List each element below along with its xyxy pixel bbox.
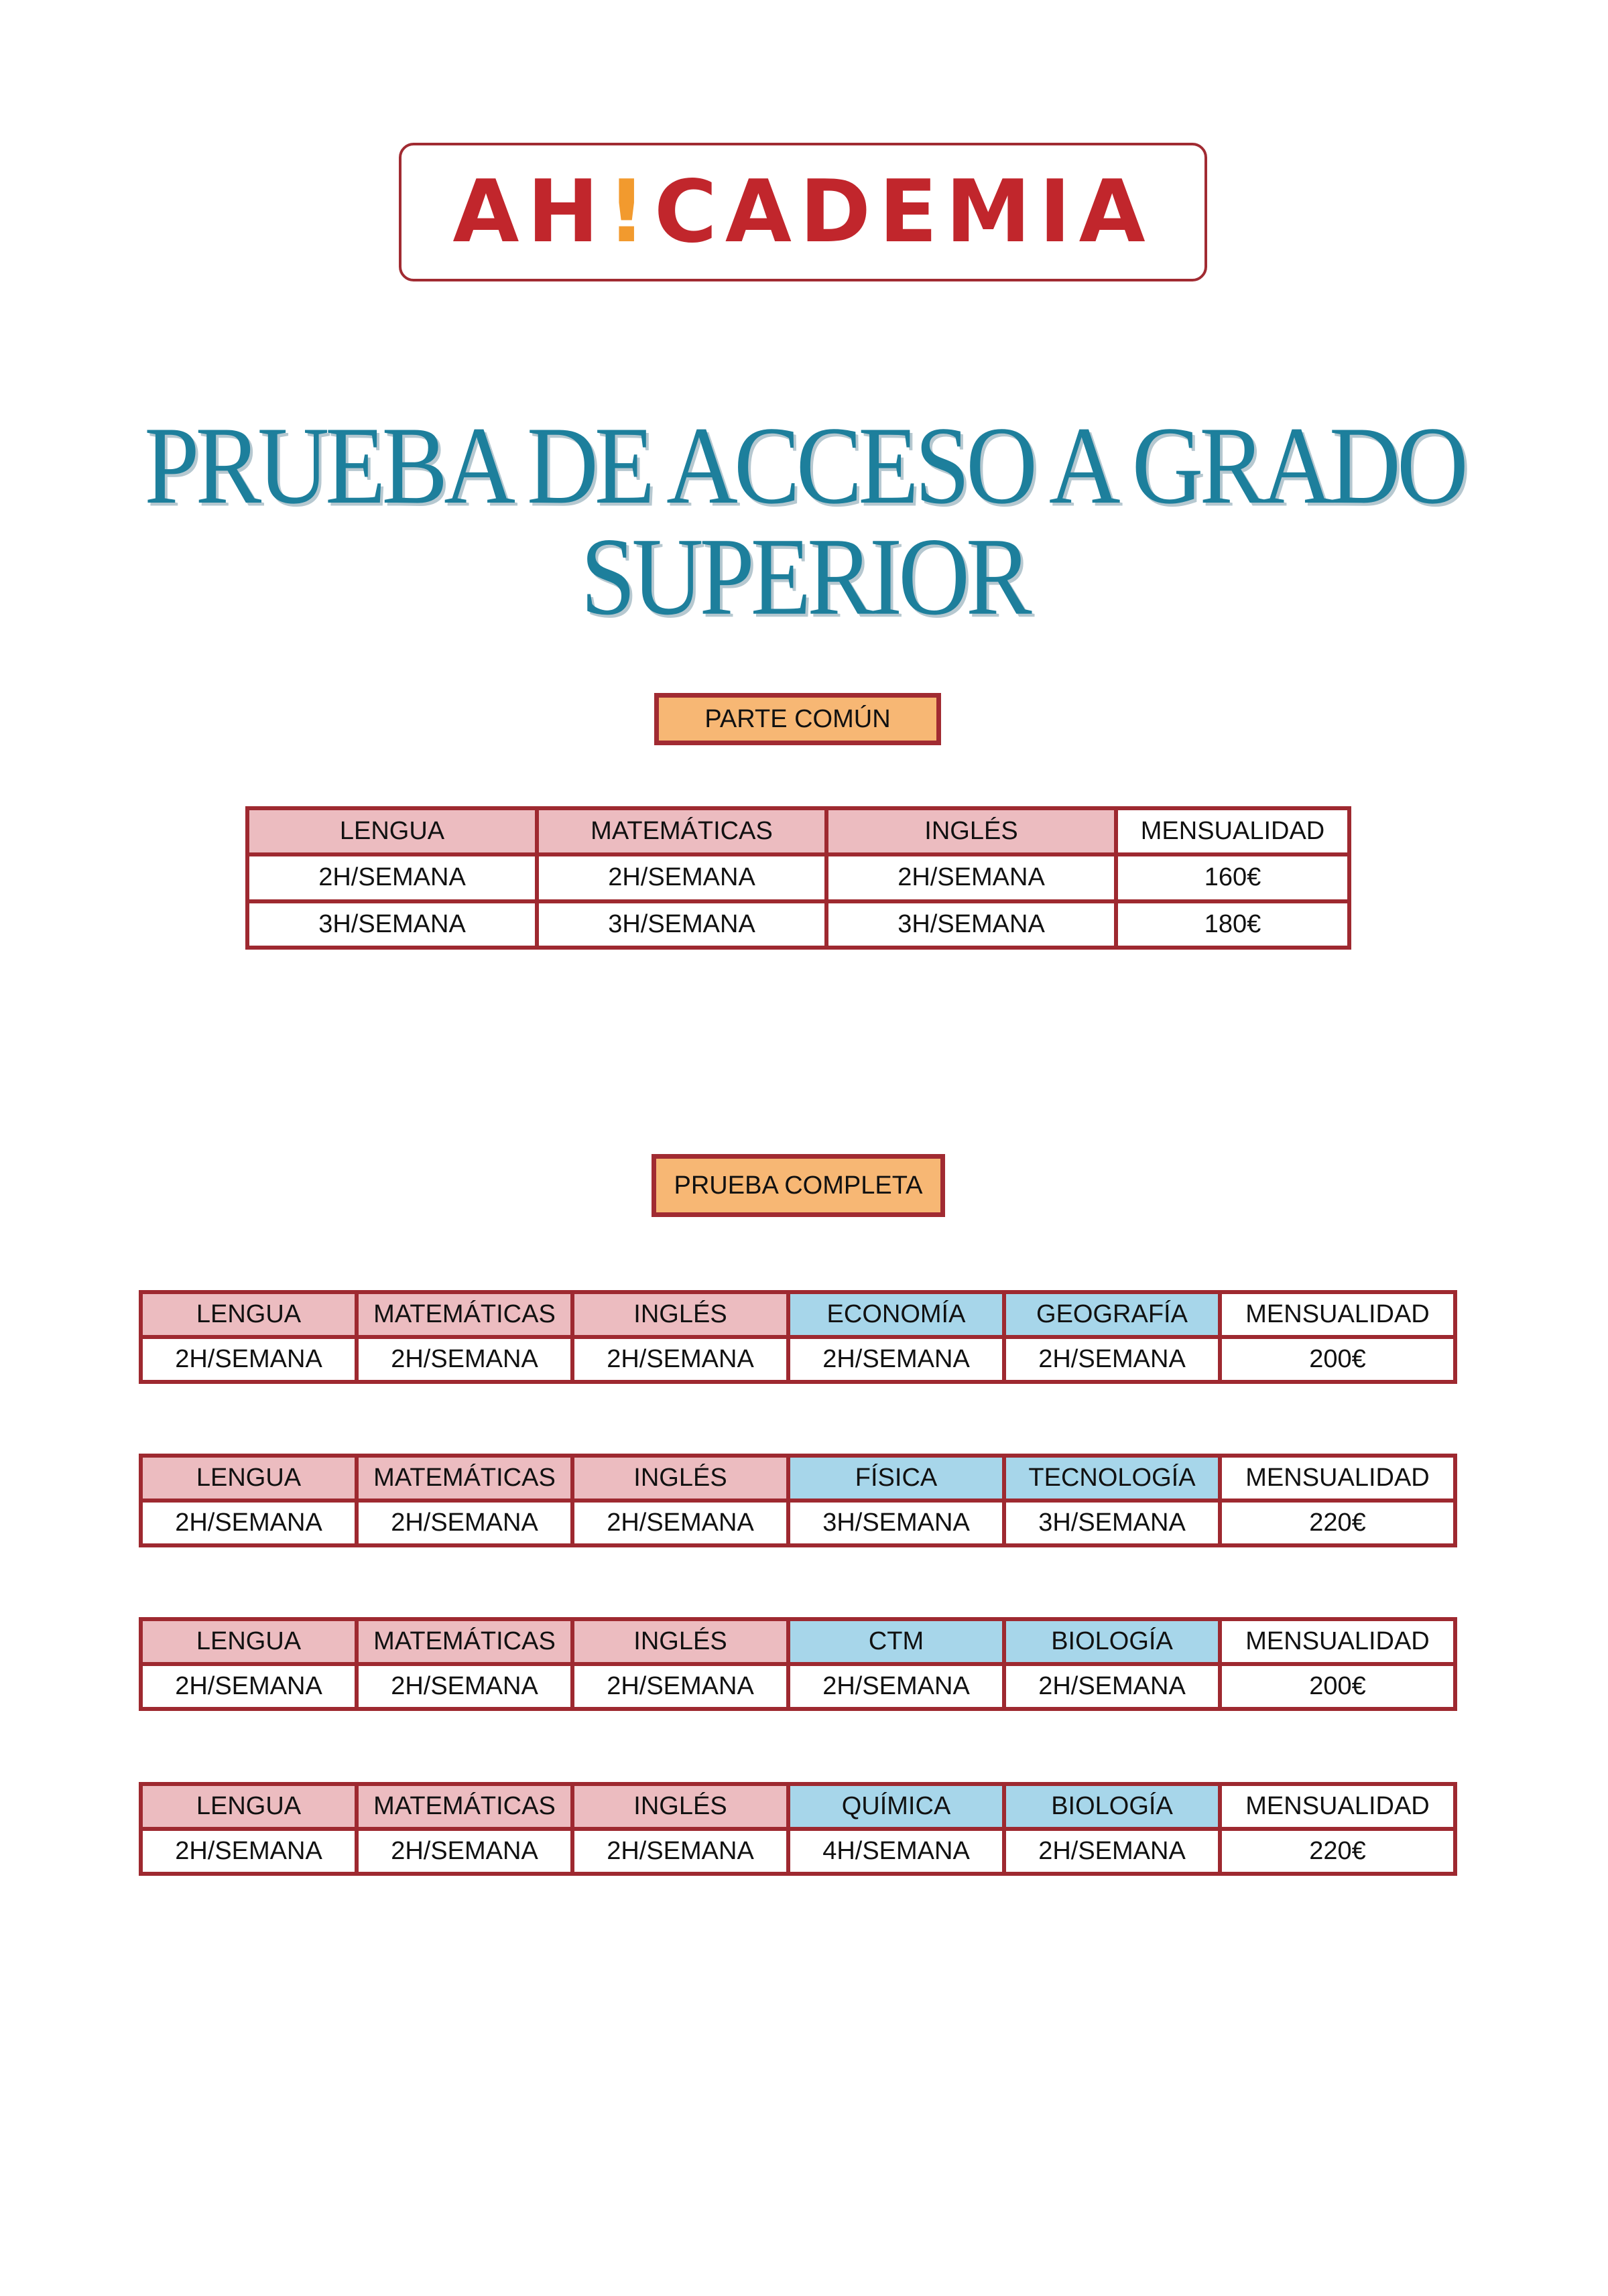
header-cell: LENGUA (143, 1621, 355, 1662)
header-cell: INGLÉS (574, 1621, 786, 1662)
table-cell: 3H/SEMANA (249, 903, 535, 946)
section-label-parte-comun: PARTE COMÚN (654, 693, 941, 745)
table-cell: 2H/SEMANA (1006, 1339, 1218, 1380)
table-cell: 2H/SEMANA (574, 1831, 786, 1872)
header-cell: QUÍMICA (790, 1786, 1002, 1827)
table-cell: 3H/SEMANA (790, 1503, 1002, 1543)
table-cell: 2H/SEMANA (143, 1339, 355, 1380)
table-cell: 2H/SEMANA (143, 1831, 355, 1872)
header-cell: MENSUALIDAD (1222, 1458, 1453, 1498)
header-cell: TECNOLOGÍA (1006, 1458, 1218, 1498)
table-prueba-completa-4 (139, 1782, 1457, 1876)
section-label-prueba-completa: PRUEBA COMPLETA (652, 1154, 945, 1217)
table-cell: 200€ (1222, 1666, 1453, 1707)
header-cell: GEOGRAFÍA (1006, 1294, 1218, 1335)
header-cell: MATEMÁTICAS (359, 1458, 570, 1498)
logo-exclamation: ! (607, 162, 654, 262)
logo-part2: CADEMIA (654, 162, 1154, 262)
table-cell: 220€ (1222, 1831, 1453, 1872)
header-cell: MENSUALIDAD (1222, 1621, 1453, 1662)
table-cell: 2H/SEMANA (143, 1503, 355, 1543)
table-cell: 200€ (1222, 1339, 1453, 1380)
header-cell: INGLÉS (574, 1294, 786, 1335)
header-cell: INGLÉS (574, 1786, 786, 1827)
table-cell: 2H/SEMANA (790, 1666, 1002, 1707)
header-cell: MENSUALIDAD (1222, 1294, 1453, 1335)
logo-part1: AH (452, 162, 607, 262)
table-prueba-completa-3 (139, 1617, 1457, 1711)
table-cell: 3H/SEMANA (539, 903, 824, 946)
table-prueba-completa-2 (139, 1454, 1457, 1547)
table-cell: 2H/SEMANA (359, 1503, 570, 1543)
table-cell: 180€ (1118, 903, 1347, 946)
table-cell: 3H/SEMANA (1006, 1503, 1218, 1543)
header-cell: CTM (790, 1621, 1002, 1662)
table-cell: 2H/SEMANA (143, 1666, 355, 1707)
header-cell: INGLÉS (828, 810, 1114, 852)
table-cell: 2H/SEMANA (359, 1666, 570, 1707)
table-cell: 2H/SEMANA (574, 1339, 786, 1380)
header-cell: MATEMÁTICAS (359, 1786, 570, 1827)
table-parte-comun (245, 806, 1351, 950)
logo-text (452, 162, 1154, 262)
header-cell: LENGUA (143, 1294, 355, 1335)
table-cell: 2H/SEMANA (574, 1503, 786, 1543)
header-cell: MATEMÁTICAS (359, 1294, 570, 1335)
header-cell: MATEMÁTICAS (359, 1621, 570, 1662)
logo (399, 143, 1207, 281)
table-cell: 2H/SEMANA (359, 1339, 570, 1380)
header-cell: LENGUA (249, 810, 535, 852)
header-cell: LENGUA (143, 1458, 355, 1498)
table-cell: 4H/SEMANA (790, 1831, 1002, 1872)
table-cell: 2H/SEMANA (1006, 1666, 1218, 1707)
table-cell: 3H/SEMANA (828, 903, 1114, 946)
table-cell: 2H/SEMANA (790, 1339, 1002, 1380)
page-title: PRUEBA DE ACCESO A GRADO SUPERIOR (144, 404, 1465, 639)
table-cell: 160€ (1118, 856, 1347, 899)
table-cell: 2H/SEMANA (359, 1831, 570, 1872)
table-cell: 220€ (1222, 1503, 1453, 1543)
table-cell: 2H/SEMANA (574, 1666, 786, 1707)
table-cell: 2H/SEMANA (539, 856, 824, 899)
header-cell: BIOLOGÍA (1006, 1621, 1218, 1662)
header-cell: BIOLOGÍA (1006, 1786, 1218, 1827)
header-cell: ECONOMÍA (790, 1294, 1002, 1335)
table-cell: 2H/SEMANA (1006, 1831, 1218, 1872)
header-cell: MENSUALIDAD (1222, 1786, 1453, 1827)
table-cell: 2H/SEMANA (828, 856, 1114, 899)
table-prueba-completa-1 (139, 1290, 1457, 1384)
table-cell: 2H/SEMANA (249, 856, 535, 899)
header-cell: MATEMÁTICAS (539, 810, 824, 852)
header-cell: INGLÉS (574, 1458, 786, 1498)
header-cell: MENSUALIDAD (1118, 810, 1347, 852)
header-cell: LENGUA (143, 1786, 355, 1827)
header-cell: FÍSICA (790, 1458, 1002, 1498)
